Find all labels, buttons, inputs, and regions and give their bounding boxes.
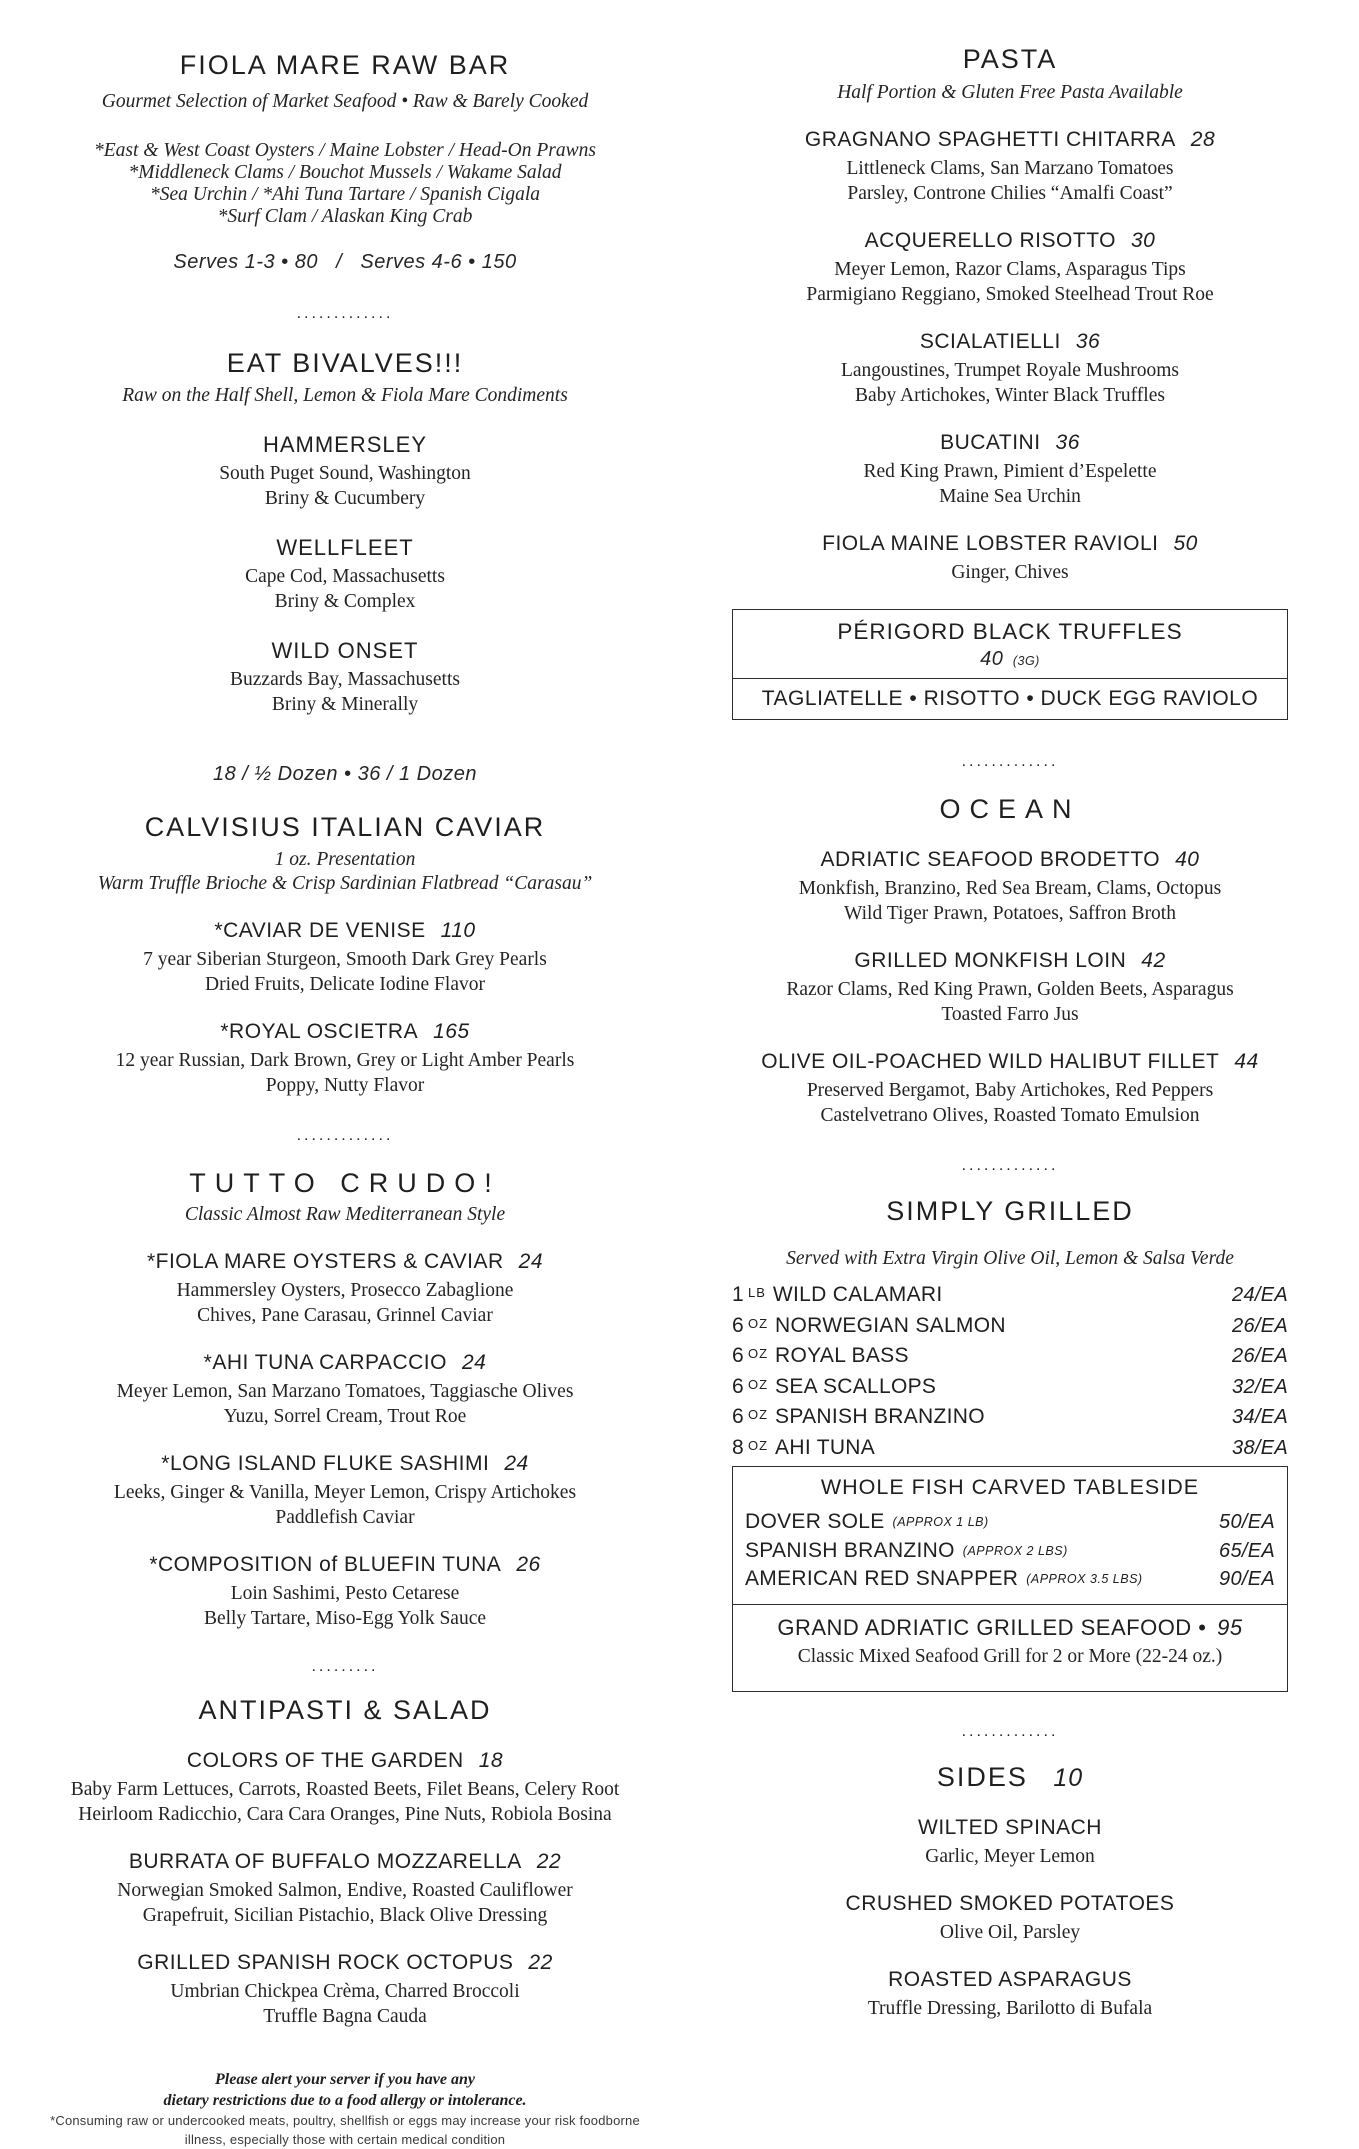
menu-item-desc: Baby Artichokes, Winter Black Truffles — [855, 385, 1165, 407]
grilled-price: 32/EA — [1232, 1375, 1288, 1398]
whole-fish-name: SPANISH BRANZINO — [745, 1538, 955, 1562]
whole-fish-row — [745, 1537, 1275, 1566]
menu-item-desc: Dried Fruits, Delicate Iodine Flavor — [205, 974, 485, 996]
menu-item-desc: Baby Farm Lettuces, Carrots, Roasted Beets, Filet Beans, Celery Root — [70, 1779, 620, 1801]
allergy-disclaimer — [20, 2069, 670, 2149]
section-title: TUTTO CRUDO! — [189, 1168, 501, 1199]
grilled-row-item — [732, 1371, 936, 1401]
dotted-separator: ............. — [961, 753, 1059, 771]
dotted-separator: ............. — [961, 1157, 1059, 1175]
grilled-name: SEA SCALLOPS — [775, 1374, 937, 1398]
oyster-origin: Buzzards Bay, Massachusetts — [230, 669, 460, 691]
grilled-unit: OZ — [747, 1407, 769, 1423]
section-pasta — [732, 44, 1288, 720]
menu-item-price: 110 — [440, 919, 476, 943]
oyster-name: WELLFLEET — [276, 535, 414, 561]
allergy-alert-line: Please alert your server if you have any — [215, 2071, 475, 2089]
menu-item-name: ROASTED ASPARAGUS — [888, 1967, 1132, 1991]
menu-item-name: *LONG ISLAND FLUKE SASHIMI — [161, 1452, 490, 1476]
section-sides — [732, 1762, 1288, 2021]
section-subtitle: Classic Almost Raw Mediterranean Style — [184, 1204, 506, 1226]
consumption-warning-line: *Consuming raw or undercooked meats, poultry, shellfish or eggs may increase your risk foodborne — [50, 2113, 640, 2129]
truffle-box-variants: TAGLIATELLE • RISOTTO • DUCK EGG RAVIOLO — [733, 678, 1287, 719]
menu-item-name-line — [732, 531, 1288, 557]
section-title: FIOLA MARE RAW BAR — [179, 50, 511, 80]
menu-item-name: GRAGNANO SPAGHETTI CHITARRA — [804, 128, 1176, 152]
menu-item — [732, 430, 1288, 509]
grilled-row — [732, 1432, 1288, 1463]
grilled-row — [732, 1279, 1288, 1310]
oyster-origin: South Puget Sound, Washington — [219, 463, 471, 485]
menu-item-name-line — [40, 1552, 650, 1578]
menu-item-desc: Olive Oil, Parsley — [939, 1921, 1081, 1943]
menu-item — [40, 1249, 650, 1328]
whole-fish-item — [745, 1537, 1068, 1566]
menu-item-name-line — [40, 1950, 650, 1976]
whole-fish-item — [745, 1565, 1143, 1594]
menu-item-name: SCIALATIELLI — [919, 330, 1061, 354]
section-subtitle: Half Portion & Gluten Free Pasta Available — [837, 82, 1183, 104]
grilled-price: 26/EA — [1232, 1314, 1288, 1337]
menu-item-name: *COMPOSITION of BLUEFIN TUNA — [149, 1553, 502, 1577]
menu-item-price: 24 — [461, 1351, 487, 1375]
raw-bar-line: *East & West Coast Oysters / Maine Lobster / Head-On Prawns — [94, 140, 596, 162]
menu-item-desc: Maine Sea Urchin — [939, 486, 1081, 508]
menu-right-column — [732, 0, 1288, 2021]
menu-item-name-line — [40, 1451, 650, 1477]
truffle-special-box — [732, 609, 1288, 720]
oyster-item — [40, 535, 650, 614]
menu-item — [40, 1451, 650, 1530]
truffle-box-price: 40 — [980, 648, 1004, 671]
grilled-price: 38/EA — [1232, 1436, 1288, 1459]
whole-fish-weight-note: (APPROX 2 LBS) — [962, 1543, 1068, 1558]
whole-fish-price: 90/EA — [1219, 1568, 1275, 1591]
menu-item-desc: Castelvetrano Olives, Roasted Tomato Emulsion — [820, 1105, 1200, 1127]
menu-item-desc: Truffle Bagna Cauda — [263, 2006, 427, 2028]
menu-item-price: 40 — [1175, 848, 1200, 872]
whole-fish-price: 65/EA — [1219, 1539, 1275, 1562]
menu-item-desc: Preserved Bergamot, Baby Artichokes, Red Peppers — [806, 1080, 1214, 1102]
menu-item — [40, 1849, 650, 1928]
menu-item — [732, 948, 1288, 1027]
section-subtitle: Served with Extra Virgin Olive Oil, Lemon & Salsa Verde — [786, 1248, 1234, 1270]
menu-item-desc: Poppy, Nutty Flavor — [265, 1075, 425, 1097]
grand-seafood-name-line — [741, 1615, 1279, 1641]
grilled-qty: 6 — [732, 1313, 744, 1337]
grand-seafood-desc: Classic Mixed Seafood Grill for 2 or More (22-24 oz.) — [797, 1645, 1223, 1667]
menu-item-desc: Truffle Dressing, Barilotto di Bufala — [867, 1997, 1153, 2019]
menu-item-name: *ROYAL OSCIETRA — [220, 1020, 419, 1044]
menu-item-name-line — [732, 329, 1288, 355]
section-simply-grilled — [732, 1196, 1288, 1692]
grilled-row-item — [732, 1401, 985, 1431]
grilled-unit: OZ — [747, 1376, 769, 1392]
menu-item-price: 22 — [536, 1850, 562, 1874]
menu-item-price: 36 — [1055, 431, 1080, 455]
grilled-qty: 6 — [732, 1405, 744, 1429]
grilled-row-item — [732, 1340, 909, 1370]
grilled-name: AHI TUNA — [775, 1435, 876, 1459]
section-antipasti — [40, 1695, 650, 2029]
menu-item-price: 30 — [1130, 229, 1156, 253]
menu-item-price: 28 — [1190, 128, 1216, 152]
grilled-row-item — [732, 1310, 1006, 1340]
menu-item — [732, 531, 1288, 585]
raw-bar-selection — [40, 140, 650, 228]
grilled-name: NORWEGIAN SALMON — [775, 1313, 1006, 1337]
menu-item-desc: Paddlefish Caviar — [275, 1507, 415, 1529]
grand-seafood-section — [733, 1604, 1287, 1691]
grand-seafood-name: GRAND ADRIATIC GRILLED SEAFOOD • — [777, 1614, 1207, 1640]
section-bivalves — [40, 348, 650, 786]
menu-item-desc: Razor Clams, Red King Prawn, Golden Beets, Asparagus — [786, 979, 1234, 1001]
menu-item-name-line — [732, 228, 1288, 254]
whole-fish-box-title: WHOLE FISH CARVED TABLESIDE — [820, 1475, 1200, 1500]
menu-item-desc: 12 year Russian, Dark Brown, Grey or Light Amber Pearls — [115, 1050, 575, 1072]
grilled-unit: OZ — [747, 1346, 769, 1362]
menu-item-desc: Littleneck Clams, San Marzano Tomatoes — [846, 158, 1174, 180]
menu-item-name-line — [40, 918, 650, 944]
menu-item-name: GRILLED SPANISH ROCK OCTOPUS — [137, 1951, 514, 1975]
section-title: OCEAN — [939, 794, 1081, 825]
menu-item — [732, 228, 1288, 307]
menu-item-desc: Heirloom Radicchio, Cara Cara Oranges, Pine Nuts, Robiola Bosina — [78, 1804, 612, 1826]
truffle-box-price-note: (3G) — [1012, 654, 1040, 669]
menu-item — [732, 1891, 1288, 1945]
menu-item-name-line — [732, 430, 1288, 456]
menu-item-desc: Langoustines, Trumpet Royale Mushrooms — [840, 360, 1179, 382]
grilled-row — [732, 1310, 1288, 1341]
menu-item-price: 24 — [518, 1250, 544, 1274]
menu-item-desc: Belly Tartare, Miso-Egg Yolk Sauce — [203, 1608, 487, 1630]
allergy-alert-line: dietary restrictions due to a food allergy or intolerance. — [163, 2092, 527, 2110]
menu-item — [732, 1049, 1288, 1128]
section-title: CALVISIUS ITALIAN CAVIAR — [144, 812, 546, 843]
oyster-flavor: Briny & Minerally — [271, 694, 419, 716]
menu-item-desc: Monkfish, Branzino, Red Sea Bream, Clams, Octopus — [798, 878, 1222, 900]
menu-item-name: *AHI TUNA CARPACCIO — [203, 1351, 447, 1375]
menu-item-name: ACQUERELLO RISOTTO — [864, 229, 1116, 253]
whole-fish-row — [745, 1565, 1275, 1594]
oyster-item — [40, 638, 650, 717]
oyster-flavor: Briny & Complex — [274, 591, 416, 613]
menu-item-desc: Toasted Farro Jus — [941, 1004, 1079, 1026]
section-subtitle: Gourmet Selection of Market Seafood • Raw & Barely Cooked — [101, 91, 589, 113]
oyster-name: WILD ONSET — [271, 638, 419, 664]
menu-item-desc: Ginger, Chives — [951, 562, 1069, 584]
section-title-line — [732, 1762, 1288, 1793]
menu-item-price: 165 — [433, 1020, 470, 1044]
menu-item — [40, 1950, 650, 2029]
grilled-unit: OZ — [747, 1437, 769, 1453]
grilled-price: 34/EA — [1232, 1406, 1288, 1429]
oyster-item — [40, 432, 650, 511]
grilled-price: 26/EA — [1232, 1345, 1288, 1368]
section-title: SIMPLY GRILLED — [886, 1196, 1134, 1227]
whole-fish-weight-note: (APPROX 1 LB) — [892, 1515, 989, 1530]
grilled-name: SPANISH BRANZINO — [775, 1405, 985, 1429]
menu-item-price: 26 — [516, 1553, 541, 1577]
menu-item-desc: Loin Sashimi, Pesto Cetarese — [230, 1583, 460, 1605]
menu-item-name: ADRIATIC SEAFOOD BRODETTO — [820, 848, 1161, 872]
grilled-row-item — [732, 1279, 942, 1309]
menu-item-name: BUCATINI — [940, 431, 1041, 455]
section-title: PASTA — [962, 44, 1058, 74]
menu-item — [732, 1815, 1288, 1869]
menu-item-name: WILTED SPINACH — [918, 1815, 1102, 1839]
menu-item-name: *CAVIAR DE VENISE — [214, 919, 426, 943]
menu-item-price: 24 — [504, 1452, 529, 1476]
menu-item-desc: Wild Tiger Prawn, Potatoes, Saffron Broth — [844, 903, 1176, 925]
dotted-separator: ......... — [311, 1658, 379, 1676]
menu-item-name-line — [732, 127, 1288, 153]
dotted-separator: ............. — [961, 1722, 1059, 1740]
menu-item-desc: Meyer Lemon, Razor Clams, Asparagus Tips — [834, 259, 1186, 281]
truffle-box-price-line — [739, 648, 1281, 671]
grilled-row — [732, 1371, 1288, 1402]
menu-item-desc: Parsley, Controne Chilies “Amalfi Coast” — [847, 183, 1173, 205]
whole-fish-name: DOVER SOLE — [745, 1510, 885, 1534]
menu-item-name-line — [40, 1748, 650, 1774]
grilled-qty: 1 — [732, 1283, 744, 1307]
section-caviar — [40, 812, 650, 1098]
menu-item-desc: Norwegian Smoked Salmon, Endive, Roasted Cauliflower — [117, 1880, 573, 1902]
menu-item-name: CRUSHED SMOKED POTATOES — [845, 1891, 1175, 1915]
menu-item — [40, 1019, 650, 1098]
menu-item — [40, 1552, 650, 1631]
raw-bar-serves: Serves 1-3 • 80 / Serves 4-6 • 150 — [173, 251, 517, 274]
grilled-row-item — [732, 1432, 875, 1462]
menu-item-name: FIOLA MAINE LOBSTER RAVIOLI — [822, 532, 1159, 556]
menu-item — [732, 1967, 1288, 2021]
menu-left-column — [40, 0, 650, 2149]
menu-item-name: GRILLED MONKFISH LOIN — [854, 949, 1127, 973]
menu-item-desc: Umbrian Chickpea Crèma, Charred Broccoli — [170, 1981, 520, 2003]
whole-fish-box-top — [733, 1467, 1287, 1604]
whole-fish-name: AMERICAN RED SNAPPER — [745, 1567, 1019, 1591]
menu-item — [40, 1748, 650, 1827]
dotted-separator: ............. — [296, 305, 394, 323]
menu-item-name: *FIOLA MARE OYSTERS & CAVIAR — [146, 1250, 504, 1274]
grilled-row — [732, 1401, 1288, 1432]
menu-item-price: 44 — [1234, 1050, 1259, 1074]
menu-item — [40, 1350, 650, 1429]
menu-item-desc: Red King Prawn, Pimient d’Espelette — [863, 461, 1157, 483]
truffle-box-title: PÉRIGORD BLACK TRUFFLES — [837, 619, 1183, 645]
whole-fish-box — [732, 1466, 1288, 1692]
menu-item-desc: 7 year Siberian Sturgeon, Smooth Dark Grey Pearls — [143, 949, 547, 971]
whole-fish-weight-note: (APPROX 3.5 LBS) — [1026, 1572, 1143, 1587]
menu-item-name: COLORS OF THE GARDEN — [186, 1749, 464, 1773]
menu-item-name-line — [732, 948, 1288, 974]
grilled-price: 24/EA — [1232, 1284, 1288, 1307]
whole-fish-row — [745, 1508, 1275, 1537]
whole-fish-item — [745, 1508, 989, 1537]
raw-bar-line: *Sea Urchin / *Ahi Tuna Tartare / Spanish Cigala — [149, 184, 541, 206]
oyster-name: HAMMERSLEY — [262, 432, 428, 458]
menu-item-price: 42 — [1141, 949, 1166, 973]
menu-item — [40, 918, 650, 997]
raw-bar-line: *Middleneck Clams / Bouchot Mussels / Wakame Salad — [128, 162, 562, 184]
menu-item-desc: Yuzu, Sorrel Cream, Trout Roe — [223, 1406, 467, 1428]
menu-item-name-line — [40, 1849, 650, 1875]
menu-item-name-line — [732, 847, 1288, 873]
oyster-origin: Cape Cod, Massachusetts — [245, 566, 445, 588]
menu-item-name-line — [40, 1249, 650, 1275]
menu-item-price: 50 — [1173, 532, 1198, 556]
grand-seafood-price: 95 — [1217, 1614, 1243, 1640]
grilled-row — [732, 1340, 1288, 1371]
menu-item-desc: Garlic, Meyer Lemon — [925, 1845, 1095, 1867]
menu-item-name-line — [40, 1019, 650, 1045]
raw-bar-line: *Surf Clam / Alaskan King Crab — [217, 206, 473, 228]
whole-fish-price: 50/EA — [1219, 1511, 1275, 1534]
menu-item-desc: Grapefruit, Sicilian Pistachio, Black Olive Dressing — [142, 1905, 548, 1927]
bivalves-pricing: 18 / ½ Dozen • 36 / 1 Dozen — [213, 763, 477, 786]
menu-item-desc: Chives, Pane Carasau, Grinnel Caviar — [197, 1305, 493, 1327]
dotted-separator: ............. — [296, 1127, 394, 1145]
menu-item-desc: Leeks, Ginger & Vanilla, Meyer Lemon, Crispy Artichokes — [113, 1482, 577, 1504]
menu-item — [732, 329, 1288, 408]
grilled-name: WILD CALAMARI — [772, 1283, 943, 1307]
oyster-flavor: Briny & Cucumbery — [264, 488, 426, 510]
section-title: EAT BIVALVES!!! — [226, 348, 464, 379]
menu-item-name-line — [40, 1350, 650, 1376]
menu-item-desc: Meyer Lemon, San Marzano Tomatoes, Taggiasche Olives — [116, 1381, 574, 1403]
section-ocean — [732, 794, 1288, 1128]
menu-item-price: 36 — [1075, 330, 1101, 354]
section-subtitle: 1 oz. Presentation — [274, 849, 416, 871]
menu-item-price: 22 — [528, 1951, 553, 1975]
grilled-qty: 6 — [732, 1344, 744, 1368]
grilled-name: ROYAL BASS — [775, 1344, 909, 1368]
section-crudo — [40, 1168, 650, 1631]
grilled-unit: LB — [747, 1285, 766, 1301]
menu-item-desc: Hammersley Oysters, Prosecco Zabaglione — [176, 1280, 514, 1302]
section-subtitle: Warm Truffle Brioche & Crisp Sardinian Flatbread “Carasau” — [97, 873, 593, 895]
truffle-box-top — [733, 610, 1287, 678]
section-raw-bar — [40, 50, 650, 274]
section-title: SIDES — [936, 1761, 1028, 1792]
menu-item-name-line — [732, 1049, 1288, 1075]
section-subtitle: Raw on the Half Shell, Lemon & Fiola Mare Condiments — [122, 385, 568, 407]
grilled-qty: 8 — [732, 1435, 744, 1459]
menu-item-price: 18 — [478, 1749, 504, 1773]
menu-item — [732, 847, 1288, 926]
menu-item-desc: Parmigiano Reggiano, Smoked Steelhead Trout Roe — [806, 284, 1214, 306]
section-title: ANTIPASTI & SALAD — [198, 1695, 492, 1726]
menu-item-name: OLIVE OIL-POACHED WILD HALIBUT FILLET — [761, 1050, 1220, 1074]
sides-price: 10 — [1053, 1763, 1084, 1792]
menu-item — [732, 127, 1288, 206]
consumption-warning-line: illness, especially those with certain medical condition — [184, 2132, 506, 2148]
grilled-unit: OZ — [747, 1315, 769, 1331]
grilled-qty: 6 — [732, 1374, 744, 1398]
menu-item-name: BURRATA OF BUFFALO MOZZARELLA — [128, 1850, 522, 1874]
